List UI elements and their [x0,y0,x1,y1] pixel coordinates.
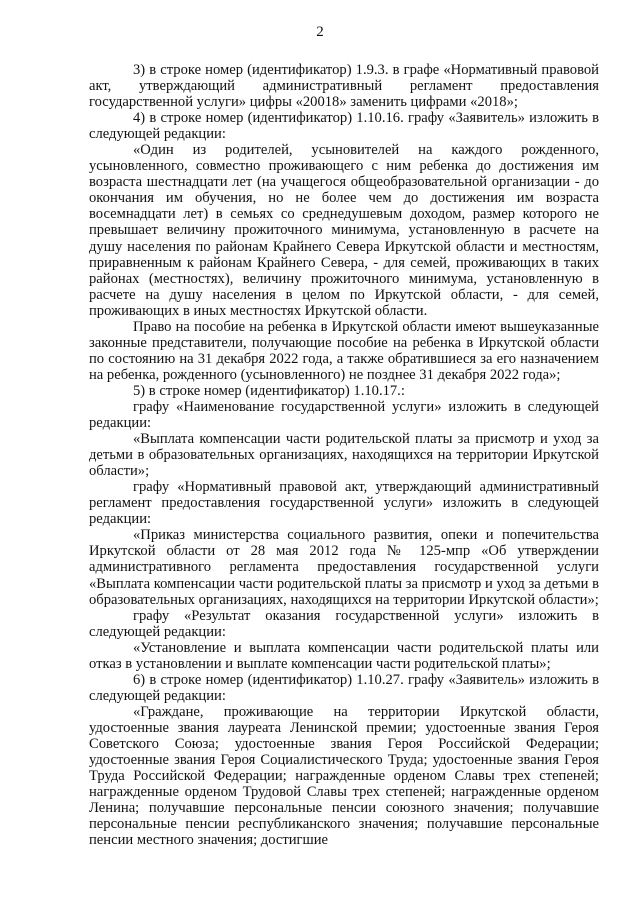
paragraph-service-name-column: графу «Наименование государственной услуги» изложить в следующей редакции: [89,398,599,432]
paragraph-result-column: графу «Результат оказания государственной услуги» изложить в следующей редакции: [89,607,599,640]
paragraph-applicant-text: «Один из родителей, усыновителей на каждого рожденного, усыновленного, совместно проживающего с ним ребенка до достижения им возраста шестнадцати лет (на учащегося общеобразовательной организации - до окончания им обучения, но не более чем до достижения им возраста восемнадцати лет) в семьях со среднедушевым доходом, размер которого не превышает величину прожиточного минимума, установленную в расчете на душу населения по районам Крайнего Севера Иркутской области и местностям, приравненным к районам Крайнего Севера, - для семей, проживающих в таких районах (местностях), величину прожиточного минимума, установленную в расчете на душу населения в целом по Иркутской области, - для семей, проживающих в иных местностях Иркутской области. [89,142,599,319]
paragraph-result-text: «Установление и выплата компенсации части родительской платы или отказ в установлении и выплате компенсации части родительской платы»; [89,639,599,672]
paragraph-item-5: 5) в строке номер (идентификатор) 1.10.17.: [133,382,405,399]
paragraph-item-4: 4) в строке номер (идентификатор) 1.10.16. графу «Заявитель» изложить в следующей редакции: [89,110,599,143]
paragraph-item-3: 3) в строке номер (идентификатор) 1.9.3. в графе «Нормативный правовой акт, утверждающий административный регламент предоставления государственной услуги» цифры «20018» заменить цифрами «2018»; [89,62,599,111]
paragraph-citizens-text: «Граждане, проживающие на территории Иркутской области, удостоенные звания лауреата Ленинской премии; удостоенные звания Героя Советского Союза; удостоенные звания Героя Российской Федерации; удостоенные звания Героя Социалистического Труда; удостоенные звания Героя Труда Российской Федерации; награжденные орденом Славы трех степеней; награжденные орденом Трудовой Славы трех степеней; награжденные орденом Ленина; получавшие персональные пенсии союзного значения; получавшие персональные пенсии республиканского значения; получавшие персональные пенсии местного значения; достигшие [89,703,599,849]
paragraph-legal-act-column: графу «Нормативный правовой акт, утверждающий административный регламент предоставления государственной услуги» изложить в следующей редакции: [89,479,599,528]
page-number: 2 [316,24,324,40]
paragraph-right-to-allowance: Право на пособие на ребенка в Иркутской области имеют вышеуказанные законные представители, получающие пособие на ребенка в Иркутской области по состоянию на 31 декабря 2022 года, а также обратившиеся за его назначением на ребенка, рожденного (усыновленного) не позднее 31 декабря 2022 года»; [89,318,599,383]
document-body [89,62,599,848]
paragraph-service-name-text: «Выплата компенсации части родительской платы за присмотр и уход за детьми в образовательных организациях, находящихся на территории Иркутской области»; [89,431,599,480]
paragraph-item-6: 6) в строке номер (идентификатор) 1.10.27. графу «Заявитель» изложить в следующей редакции: [89,671,599,704]
paragraph-legal-act-text: «Приказ министерства социального развития, опеки и попечительства Иркутской области от 28 мая 2012 года № 125-мпр «Об утверждении административного регламента предоставления государственной услуги «Выплата компенсации части родительской платы за присмотр и уход за детьми в образовательных организациях, находящихся на территории Иркутской области»; [89,527,599,608]
